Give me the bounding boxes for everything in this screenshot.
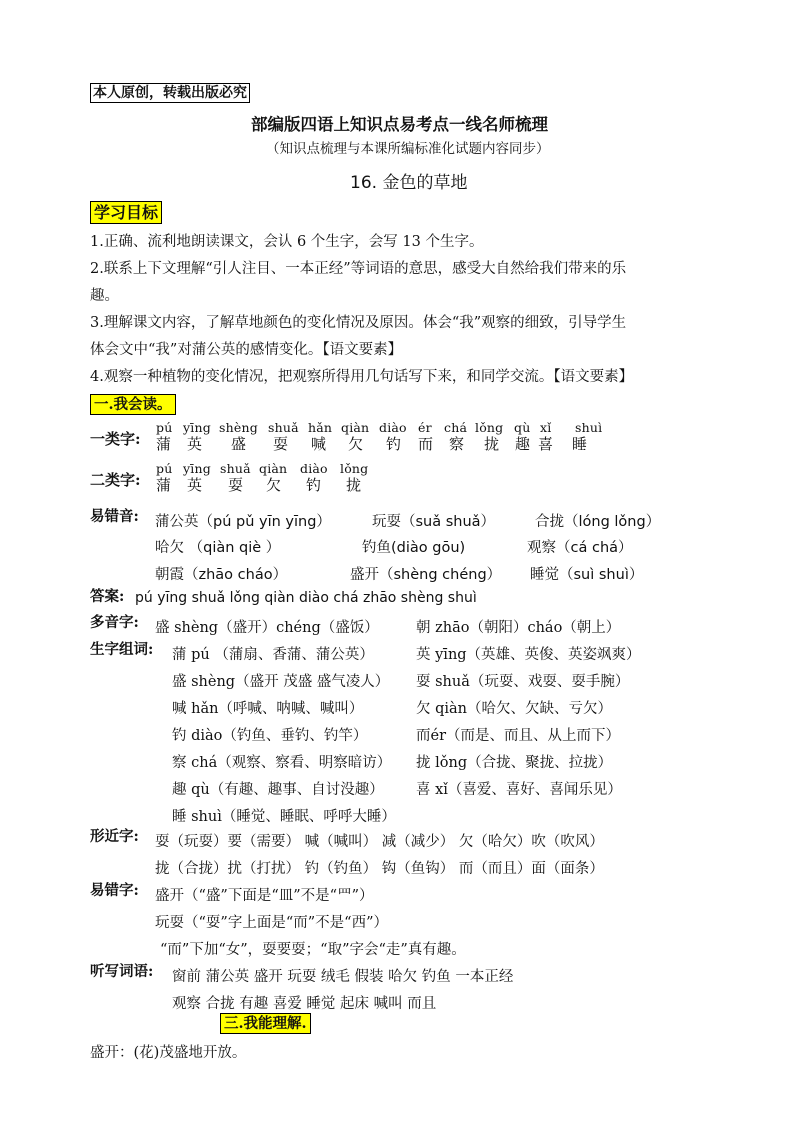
section3-first-line: 盛开：(花)茂盛地开放。 bbox=[90, 1045, 247, 1061]
copyright-text: 本人原创，转载出版必究 bbox=[90, 83, 250, 103]
word-item: 趣 qù（有趣、趣事、自讨没趣） bbox=[172, 782, 384, 798]
word-item: 睡 shuì（睡觉、睡眠、呼呼大睡） bbox=[172, 809, 396, 825]
lesson-title: 16. 金色的草地 bbox=[350, 173, 468, 193]
answer-label: 答案: bbox=[90, 588, 125, 605]
pinyin: pú bbox=[156, 420, 173, 435]
goal-item: 体会文中“我”对蒲公英的感情变化。【语文要素】 bbox=[90, 342, 403, 358]
pinyin: lǒng bbox=[475, 420, 504, 435]
word-item: 喜 xǐ（喜爱、喜好、喜闻乐见） bbox=[416, 782, 622, 798]
pinyin: diào bbox=[300, 461, 328, 476]
errors-label: 易错音: bbox=[90, 508, 139, 525]
goal-item: 1.正确、流利地朗读课文，会认 6 个生字，会写 13 个生字。 bbox=[90, 234, 484, 250]
poly-item: 朝 zhāo（朝阳）cháo（朝上） bbox=[416, 620, 621, 636]
char: 欠 bbox=[348, 435, 364, 453]
word-item: 喊 hǎn（呼喊、呐喊、喊叫） bbox=[172, 701, 364, 717]
goal-item: 3.理解课文内容，了解草地颜色的变化情况及原因。体会“我”观察的细致，引导学生 bbox=[90, 315, 627, 331]
wrong-line: 玩耍（“耍”字上面是“而”不是“西”） bbox=[155, 915, 388, 931]
wrong-label: 易错字: bbox=[90, 882, 139, 899]
goals-heading bbox=[90, 205, 162, 222]
similar-label: 形近字: bbox=[90, 828, 139, 845]
goal-item: 趣。 bbox=[90, 288, 119, 304]
word-item: 英 yīng（英雄、英俊、英姿飒爽） bbox=[416, 647, 641, 663]
pinyin: shuǎ bbox=[220, 461, 251, 476]
char: 耍 bbox=[273, 435, 289, 453]
word-item: 耍 shuǎ（玩耍、戏耍、耍手腕） bbox=[416, 674, 630, 690]
pinyin: yīng bbox=[183, 461, 211, 476]
goal-item: 4.观察一种植物的变化情况，把观察所得用几句话写下来，和同学交流。【语文要素】 bbox=[90, 369, 634, 385]
char: 蒲 bbox=[156, 435, 172, 453]
dict-line: 窗前 蒲公英 盛开 玩耍 绒毛 假装 哈欠 钓鱼 一本正经 bbox=[172, 969, 514, 985]
pinyin: shèng bbox=[219, 420, 258, 435]
pinyin: diào bbox=[379, 420, 407, 435]
section1-heading-text: 一.我会读。 bbox=[90, 394, 176, 415]
pinyin: chá bbox=[444, 420, 468, 435]
pinyin: ér bbox=[418, 420, 432, 435]
pinyin: qiàn bbox=[341, 420, 370, 435]
wrong-line: 盛开（“盛”下面是“皿”不是“罒”） bbox=[155, 888, 374, 904]
error-item: 睡觉（suì shuì） bbox=[530, 567, 644, 583]
char: 钓 bbox=[306, 476, 322, 494]
pinyin: pú bbox=[156, 461, 173, 476]
char: 欠 bbox=[266, 476, 282, 494]
pinyin: xǐ bbox=[540, 420, 552, 435]
copyright-notice bbox=[90, 86, 250, 101]
words-label: 生字组词: bbox=[90, 641, 154, 658]
char: 钓 bbox=[386, 435, 402, 453]
word-item: 盛 shèng（盛开 茂盛 盛气凌人） bbox=[172, 674, 390, 690]
section3-heading bbox=[220, 1017, 311, 1032]
char: 蒲 bbox=[156, 476, 172, 494]
error-item: 蒲公英（pú pǔ yīn yīng） bbox=[155, 514, 331, 530]
poly-label: 多音字: bbox=[90, 614, 139, 631]
char: 睡 bbox=[572, 435, 588, 453]
word-item: 蒲 pú （蒲扇、香蒲、蒲公英） bbox=[172, 647, 374, 663]
section3-heading-text: 三.我能理解. bbox=[220, 1013, 311, 1034]
pinyin: hǎn bbox=[308, 420, 333, 435]
pinyin: qù bbox=[514, 420, 531, 435]
document-title: 部编版四语上知识点易考点一线名师梳理 bbox=[251, 115, 548, 134]
dict-line: 观察 合拢 有趣 喜爱 睡觉 起床 喊叫 而且 bbox=[172, 996, 437, 1012]
similar-line: 拢（合拢）扰（打扰） 钓（钓鱼） 钩（鱼钩） 而（而且）面（面条） bbox=[155, 861, 604, 877]
pinyin: yīng bbox=[183, 420, 211, 435]
error-item: 玩耍（suǎ shuǎ） bbox=[372, 514, 496, 530]
word-item: 察 chá（观察、察看、明察暗访） bbox=[172, 755, 392, 771]
char: 耍 bbox=[228, 476, 244, 494]
char: 喊 bbox=[311, 435, 327, 453]
char: 英 bbox=[187, 435, 203, 453]
error-item: 盛开（shèng chéng） bbox=[350, 567, 502, 583]
error-item: 观察（cá chá） bbox=[527, 540, 633, 556]
section1-heading bbox=[90, 398, 176, 413]
similar-line: 耍（玩耍）要（需要） 喊（喊叫） 减（减少） 欠（哈欠）吹（吹风） bbox=[155, 834, 604, 850]
pinyin: lǒng bbox=[340, 461, 369, 476]
answer-text: pú yīng shuǎ lǒng qiàn diào chá zhāo shèng shuì bbox=[135, 590, 477, 606]
wrong-line: “而”下加“女”，耍要耍；“取”字会“走”真有趣。 bbox=[160, 942, 466, 958]
char: 而 bbox=[418, 435, 434, 453]
pinyin: qiàn bbox=[259, 461, 288, 476]
word-item: 钓 diào（钓鱼、垂钓、钓竿） bbox=[172, 728, 368, 744]
error-item: 哈欠 （qiàn qiè ） bbox=[155, 540, 281, 556]
goals-heading-text: 学习目标 bbox=[90, 201, 162, 224]
error-item: 钓鱼(diào gōu) bbox=[362, 540, 466, 556]
goal-item: 2.联系上下文理解“引人注目、一本正经”等词语的意思，感受大自然给我们带来的乐 bbox=[90, 261, 627, 277]
error-item: 合拢（lóng lǒng） bbox=[535, 514, 661, 530]
error-item: 朝霞（zhāo cháo） bbox=[155, 567, 288, 583]
word-item: 拢 lǒng（合拢、聚拢、拉拢） bbox=[416, 755, 613, 771]
char: 盛 bbox=[231, 435, 247, 453]
document-subtitle: （知识点梳理与本课所编标准化试题内容同步） bbox=[266, 141, 550, 157]
char: 英 bbox=[187, 476, 203, 494]
char: 喜 bbox=[538, 435, 554, 453]
pinyin: shuǎ bbox=[268, 420, 299, 435]
word-item: 而ér（而是、而且、从上而下） bbox=[416, 728, 621, 744]
char: 拢 bbox=[484, 435, 500, 453]
char: 趣 bbox=[515, 435, 531, 453]
class1-label: 一类字: bbox=[90, 430, 141, 448]
class2-label: 二类字: bbox=[90, 471, 141, 489]
poly-item: 盛 shèng（盛开）chéng（盛饭） bbox=[155, 620, 379, 636]
word-item: 欠 qiàn（哈欠、欠缺、亏欠） bbox=[416, 701, 613, 717]
dict-label: 听写词语: bbox=[90, 963, 154, 980]
char: 察 bbox=[449, 435, 465, 453]
pinyin: shuì bbox=[575, 420, 603, 435]
char: 拢 bbox=[346, 476, 362, 494]
